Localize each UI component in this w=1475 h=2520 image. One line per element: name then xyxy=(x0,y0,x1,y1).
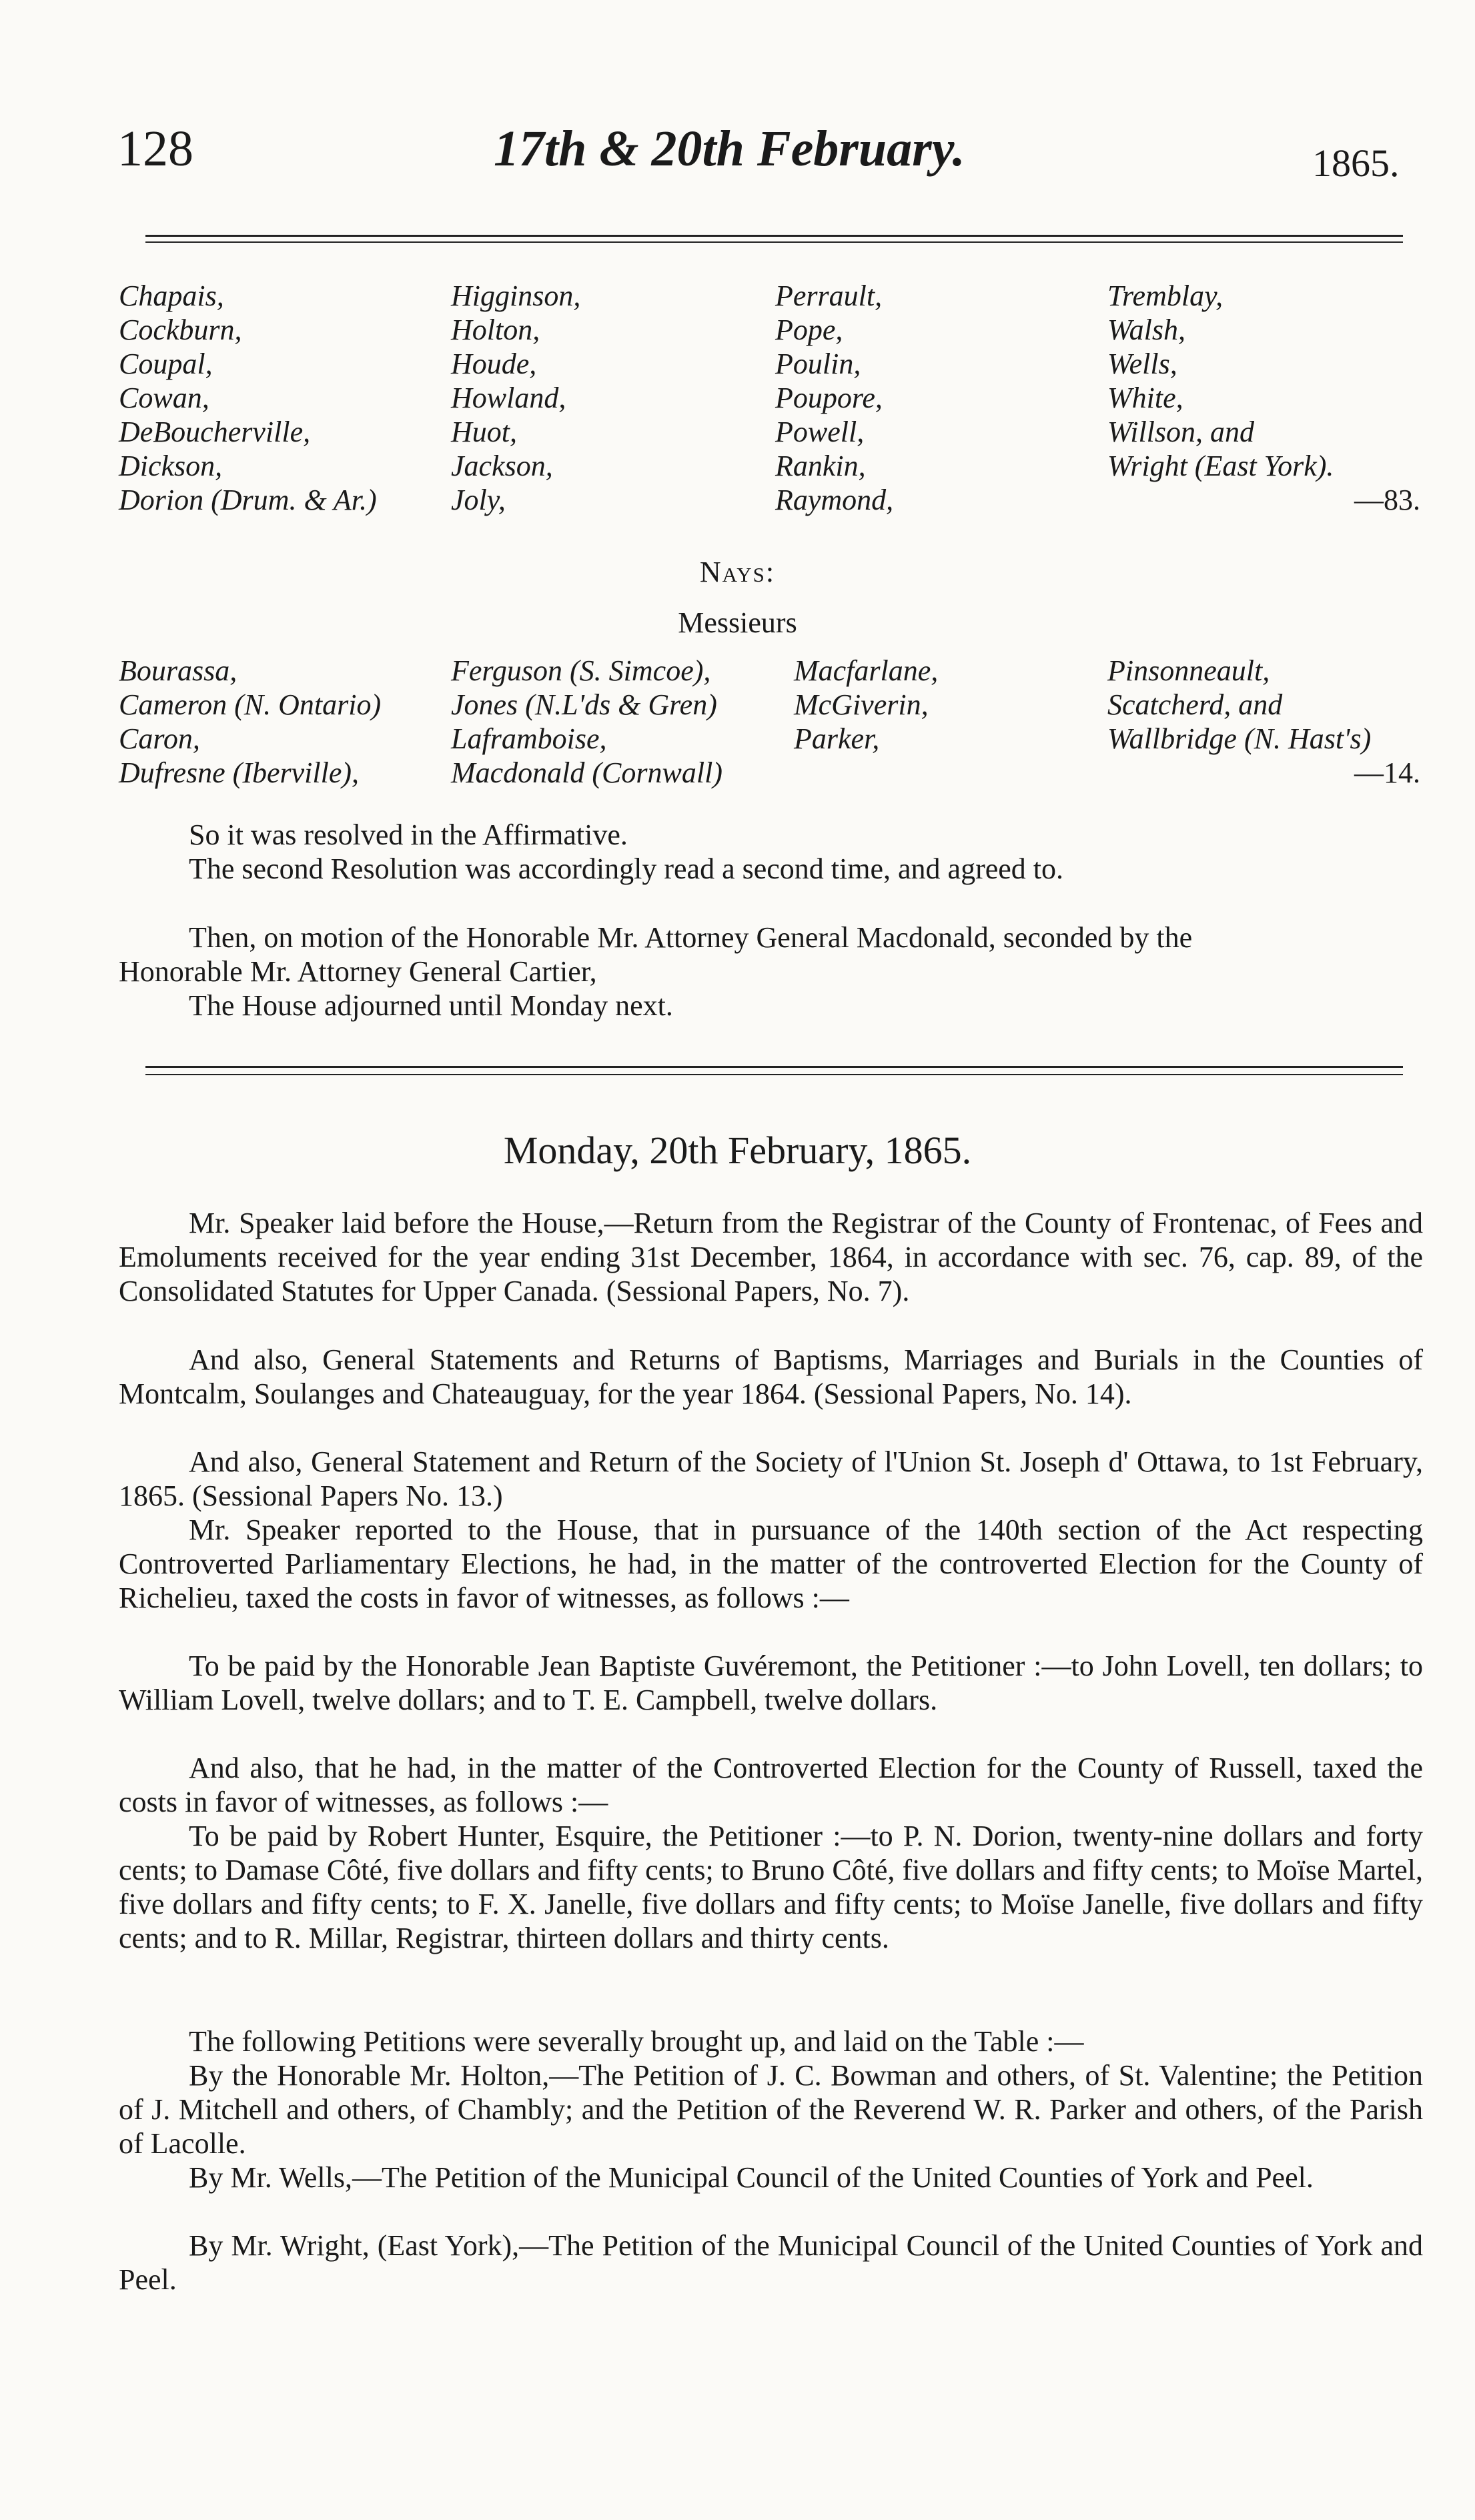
list-item: Tremblay, xyxy=(1107,279,1223,312)
yeas-column-1 xyxy=(119,279,377,517)
yeas-column-2 xyxy=(451,279,580,517)
list-item: Cameron (N. Ontario) xyxy=(119,688,382,721)
header-rule-bottom xyxy=(145,241,1403,243)
page-year: 1865. xyxy=(1312,141,1400,185)
list-item: Wells, xyxy=(1107,348,1177,380)
paragraph-petitions-wells xyxy=(119,2160,1423,2194)
nays-total: —14. xyxy=(1354,756,1420,789)
paragraph-text: And also, General Statements and Returns of Baptisms, Marriages and Burials in the Counties of Montcalm, Soulanges and Chateauguay, for the year 1864. (Sessional Papers, No. 14). xyxy=(119,1343,1423,1410)
adjourn-motion-line-2: Honorable Mr. Attorney General Cartier, xyxy=(119,955,597,988)
list-item: Cockburn, xyxy=(119,313,242,346)
list-item: Poupore, xyxy=(775,382,883,414)
nays-column-1 xyxy=(119,654,381,790)
list-item: Higginson, xyxy=(451,279,581,312)
paragraph-text: To be paid by Robert Hunter, Esquire, the Petitioner :—to P. N. Dorion, twenty-nine dollars and forty cents; to Damase Côté, five dollars and fifty cents; to Bruno Côté, five dollars and fifty cents; to Moïse Martel, five dollars and fifty cents; to F. X. Janelle, five dollars and fifty cents; to Moïse Janelle, five dollars and fifty cents; and to R. Millar, Registrar, thirteen dollars and thirty cents. xyxy=(119,1820,1423,1954)
paragraph-petitions-wright xyxy=(119,2229,1423,2297)
adjourn-motion-line-1: Then, on motion of the Honorable Mr. Attorney General Macdonald, seconded by the xyxy=(189,921,1193,954)
paragraph-text: Mr. Speaker laid before the House,—Return from the Registrar of the County of Frontenac, of Fees and Emoluments received for the year ending 31st December, 1864, in accordance with sec. 76, cap. 89, of the Consolidated Statutes for Upper Canada. (Sessional Papers, No. 7). xyxy=(119,1207,1423,1307)
nays-column-4 xyxy=(1107,654,1371,756)
section-rule-bottom xyxy=(145,1074,1403,1075)
list-item: Dickson, xyxy=(119,450,223,482)
paragraph-text: By Mr. Wells,—The Petition of the Municipal Council of the United Counties of York and Peel. xyxy=(189,2161,1314,2194)
page-title: 17th & 20th February. xyxy=(494,121,965,177)
adjourn-motion-line-3: The House adjourned until Monday next. xyxy=(189,989,673,1022)
nays-column-3 xyxy=(794,654,938,756)
list-item: Willson, and xyxy=(1107,416,1255,448)
list-item: Pinsonneault, xyxy=(1107,654,1270,687)
header-rule-top xyxy=(145,235,1403,237)
list-item: Scatcherd, and xyxy=(1107,688,1283,721)
list-item: Rankin, xyxy=(775,450,866,482)
paragraph-text: The following Petitions were severally brought up, and laid on the Table :— xyxy=(189,2025,1084,2058)
list-item: Laframboise, xyxy=(451,722,607,755)
list-item: Coupal, xyxy=(119,348,213,380)
list-item: White, xyxy=(1107,382,1183,414)
paragraph-text: Mr. Speaker reported to the House, that in pursuance of the 140th section of the Act respecting Controverted Parliamentary Elections, he had, in the matter of the controverted Election for the County of Richelieu, taxed the costs in favor of witnesses, as follows :— xyxy=(119,1513,1423,1614)
list-item: Macdonald (Cornwall) xyxy=(451,756,722,789)
list-item: Raymond, xyxy=(775,484,894,516)
list-item: Howland, xyxy=(451,382,566,414)
list-item: Jones (N.L'ds & Gren) xyxy=(451,688,717,721)
paragraph-text: And also, that he had, in the matter of the Controverted Election for the County of Russell, taxed the costs in favor of witnesses, as follows :— xyxy=(119,1752,1423,1818)
paragraph-baptisms-returns xyxy=(119,1343,1423,1411)
resolution-result: So it was resolved in the Affirmative. xyxy=(189,818,628,851)
list-item: Jackson, xyxy=(451,450,553,482)
paragraph-costs-russell xyxy=(119,1819,1423,1955)
list-item: Joly, xyxy=(451,484,506,516)
nays-subheading: Messieurs xyxy=(678,606,797,639)
second-resolution: The second Resolution was accordingly read a second time, and agreed to. xyxy=(189,852,1063,885)
yeas-total: —83. xyxy=(1354,484,1420,516)
list-item: Chapais, xyxy=(119,279,224,312)
list-item: Caron, xyxy=(119,722,200,755)
list-item: Houde, xyxy=(451,348,537,380)
paragraph-text: And also, General Statement and Return of the Society of l'Union St. Joseph d' Ottawa, to 1st February, 1865. (Sessional Papers No. 13.) xyxy=(119,1445,1423,1512)
list-item: Walsh, xyxy=(1107,313,1185,346)
paragraph-costs-richelieu xyxy=(119,1649,1423,1717)
list-item: Powell, xyxy=(775,416,865,448)
list-item: Cowan, xyxy=(119,382,209,414)
paragraph-text: To be paid by the Honorable Jean Baptiste Guvéremont, the Petitioner :—to John Lovell, ten dollars; to William Lovell, twelve dollars; and to T. E. Campbell, twelve dollars. xyxy=(119,1650,1423,1716)
list-item: Parker, xyxy=(794,722,880,755)
paragraph-union-st-joseph xyxy=(119,1445,1423,1513)
paragraph-controverted-russell xyxy=(119,1751,1423,1819)
paragraph-controverted-richelieu xyxy=(119,1513,1423,1615)
list-item: Ferguson (S. Simcoe), xyxy=(451,654,711,687)
list-item: Wallbridge (N. Hast's) xyxy=(1107,722,1372,755)
list-item: Macfarlane, xyxy=(794,654,939,687)
list-item: Pope, xyxy=(775,313,843,346)
section-heading: Monday, 20th February, 1865. xyxy=(503,1129,972,1172)
nays-column-2 xyxy=(451,654,722,790)
list-item: Huot, xyxy=(451,416,517,448)
list-item: McGiverin, xyxy=(794,688,929,721)
list-item: Wright (East York). xyxy=(1107,450,1334,482)
list-item: Perrault, xyxy=(775,279,883,312)
list-item: Dufresne (Iberville), xyxy=(119,756,360,789)
paragraph-petitions-holton xyxy=(119,2058,1423,2160)
list-item: Poulin, xyxy=(775,348,861,380)
section-rule-top xyxy=(145,1066,1403,1068)
paragraph-petitions-intro xyxy=(119,2024,1423,2058)
list-item: Dorion (Drum. & Ar.) xyxy=(119,484,377,516)
list-item: Holton, xyxy=(451,313,540,346)
yeas-column-3 xyxy=(775,279,893,517)
yeas-column-4 xyxy=(1107,279,1334,483)
paragraph-return-frontenac xyxy=(119,1206,1423,1308)
paragraph-text: By Mr. Wright, (East York),—The Petition of the Municipal Council of the United Counties of York and Peel. xyxy=(119,2229,1423,2296)
nays-heading: Nays: xyxy=(699,556,776,588)
list-item: DeBoucherville, xyxy=(119,416,311,448)
paragraph-text: By the Honorable Mr. Holton,—The Petition of J. C. Bowman and others, of St. Valentine; the Petition of J. Mitchell and others, of Chambly; and the Petition of the Reverend W. R. Parker and others, of the Parish of Lacolle. xyxy=(119,2059,1423,2160)
list-item: Bourassa, xyxy=(119,654,237,687)
page-number: 128 xyxy=(117,121,193,177)
